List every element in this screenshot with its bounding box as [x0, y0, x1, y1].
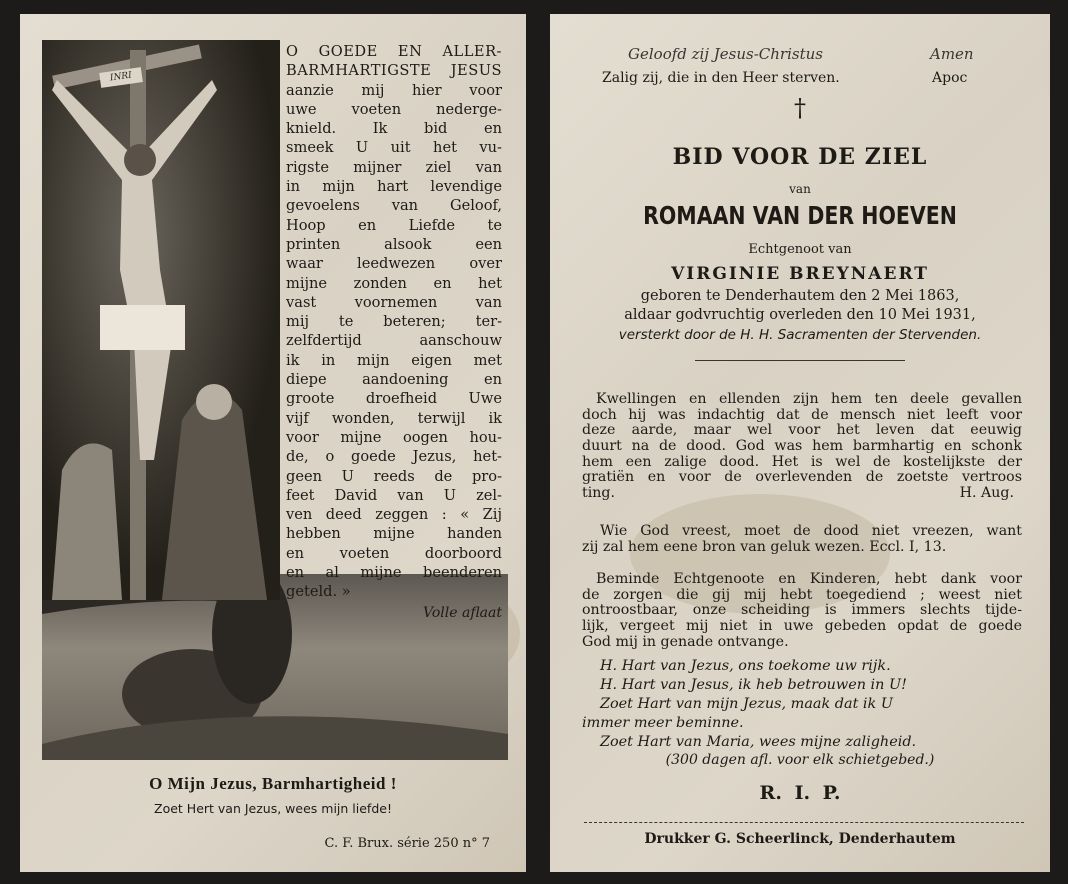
paragraph-3	[582, 572, 1022, 650]
sacraments-line: versterkt door de H. H. Sacramenten der Stervenden.	[618, 327, 982, 343]
card-title: O Mijn Jezus, Barmhartigheid !	[149, 774, 397, 793]
text-line: lijk, vergeet mij niet in uwe gebeden opdat de goede	[582, 618, 1022, 635]
publisher-line: C. F. Brux. série 250 n° 7	[324, 836, 490, 851]
prayer-line: hebben mijne handen	[286, 525, 502, 543]
prayer-line: Zoet Hart van Maria, wees mijne zaligheid.	[600, 734, 917, 750]
rip: R. I. P.	[759, 782, 841, 804]
indulgence-note: Volle aflaat	[423, 604, 502, 621]
header-amen: Amen	[930, 45, 974, 63]
short-prayers	[582, 657, 1022, 752]
prayer-line: printen alsook een	[286, 235, 502, 253]
header-line-1: Geloofd zij Jesus-Christus	[628, 45, 823, 63]
prayer-line: diepe aandoening en	[286, 371, 502, 389]
text-line: God mij in genade ontvange.	[582, 633, 789, 650]
text-line: gratiën en voor de overlevenden de zoetste vertroos	[582, 469, 1022, 486]
text-line: Kwellingen en ellenden zijn hem ten deele gevallen	[596, 391, 1022, 407]
text-line: hem een zalige dood. Het is wel de kostelijkste der	[582, 453, 1022, 470]
prayer-line: gevoelens van Geloof,	[286, 197, 502, 215]
crucifix-illustration	[42, 40, 280, 600]
prayer-line: uwe voeten nederge-	[286, 100, 502, 118]
text-line: zij zal hem eene bron van geluk wezen. Eccl. I, 13.	[582, 538, 947, 555]
prayer-line: geen U reeds de pro-	[286, 467, 502, 485]
text-line: ting.	[582, 485, 615, 502]
text-line: Wie God vreest, moet de dood niet vreezen, want	[600, 523, 1022, 539]
text-line: duurt na de dood. God was hem barmhartig en schonk	[582, 438, 1022, 455]
spouse-name: VIRGINIE BREYNAERT	[671, 264, 929, 284]
prayer-line: mijne zonden en het	[286, 274, 502, 292]
prayer-line: de, o goede Jezus, het-	[286, 448, 502, 466]
van-label: van	[789, 182, 811, 196]
text-line: deze aarde, maar wel voor het leven dat eeuwig	[582, 422, 1022, 439]
crucifixion-image	[42, 40, 280, 600]
prayer-line: voor mijne oogen hou-	[286, 428, 502, 446]
source-citation: H. Aug.	[959, 485, 1014, 502]
prayer-line: knield. Ik bid en	[286, 120, 502, 138]
prayer-line: ven deed zeggen : « Zij	[286, 506, 502, 524]
footer-divider	[584, 822, 1024, 823]
paragraph-2	[582, 524, 1022, 555]
prayer-text	[286, 42, 502, 623]
ornament-divider	[695, 360, 905, 361]
prayer-line: smeek U uit het vu-	[286, 139, 502, 157]
prayer-line: immer meer beminne.	[582, 715, 744, 731]
prayer-line: en al mijne beenderen	[286, 564, 502, 582]
prayer-line: H. Hart van Jezus, ons toekome uw rijk.	[600, 658, 891, 674]
prayer-line: aanzie mij hier voor	[286, 81, 502, 99]
cross-icon: †	[794, 94, 806, 122]
text-line: ontroostbaar, onze scheiding is immers slechts tijde-	[582, 602, 1022, 619]
prayer-line: in mijn hart levendige	[286, 178, 502, 196]
prayer-line: BARMHARTIGSTE JESUS	[286, 62, 502, 80]
prayer-line: Hoop en Liefde te	[286, 216, 502, 234]
prayer-line: geteld. »	[286, 583, 351, 601]
right-card	[550, 14, 1050, 872]
left-card	[20, 14, 526, 872]
prayer-line: vast voornemen van	[286, 293, 502, 311]
printer-line: Drukker G. Scheerlinck, Denderhautem	[644, 831, 956, 847]
inri-plaque: INRI	[99, 67, 143, 88]
prayer-line: groote droefheid Uwe	[286, 390, 502, 408]
prayer-line: feet David van U zel-	[286, 486, 502, 504]
prayer-line: vijf wonden, terwijl ik	[286, 409, 502, 427]
death-line: aldaar godvruchtig overleden den 10 Mei 1931,	[624, 307, 976, 323]
heading: BID VOOR DE ZIEL	[672, 144, 928, 170]
birth-line: geboren te Denderhautem den 2 Mei 1863,	[640, 288, 960, 304]
indulgence-note: (300 dagen afl. voor elk schietgebed.)	[665, 752, 935, 768]
prayer-line: Zoet Hart van mijn Jezus, maak dat ik U	[600, 696, 893, 712]
header-line-2: Zalig zij, die in den Heer sterven.	[602, 70, 840, 86]
paragraph-1	[582, 392, 1022, 502]
prayer-line: waar leedwezen over	[286, 255, 502, 273]
prayer-line: H. Hart van Jesus, ik heb betrouwen in U!	[600, 677, 907, 693]
header-apoc: Apoc	[932, 70, 968, 86]
prayer-line: en voeten doorboord	[286, 544, 502, 562]
text-line: doch hij was indachtig dat de mensch niet leeft voor	[582, 406, 1022, 423]
spouse-label: Echtgenoot van	[748, 242, 852, 257]
text-line: Beminde Echtgenoote en Kinderen, hebt dank voor	[596, 571, 1022, 587]
prayer-line: O GOEDE EN ALLER-	[286, 43, 502, 60]
card-subtitle: Zoet Hert van Jezus, wees mijn liefde!	[154, 801, 392, 816]
text-line: de zorgen die gij mij hebt toegediend ; weest niet	[582, 586, 1022, 603]
deceased-name: ROMAAN VAN DER HOEVEN	[643, 201, 957, 230]
prayer-line: ik in mijn eigen met	[286, 351, 502, 369]
prayer-line: zelfdertijd aanschouw	[286, 332, 502, 350]
prayer-line: rigste mijner ziel van	[286, 158, 502, 176]
prayer-line: mij te beteren; ter-	[286, 313, 502, 331]
